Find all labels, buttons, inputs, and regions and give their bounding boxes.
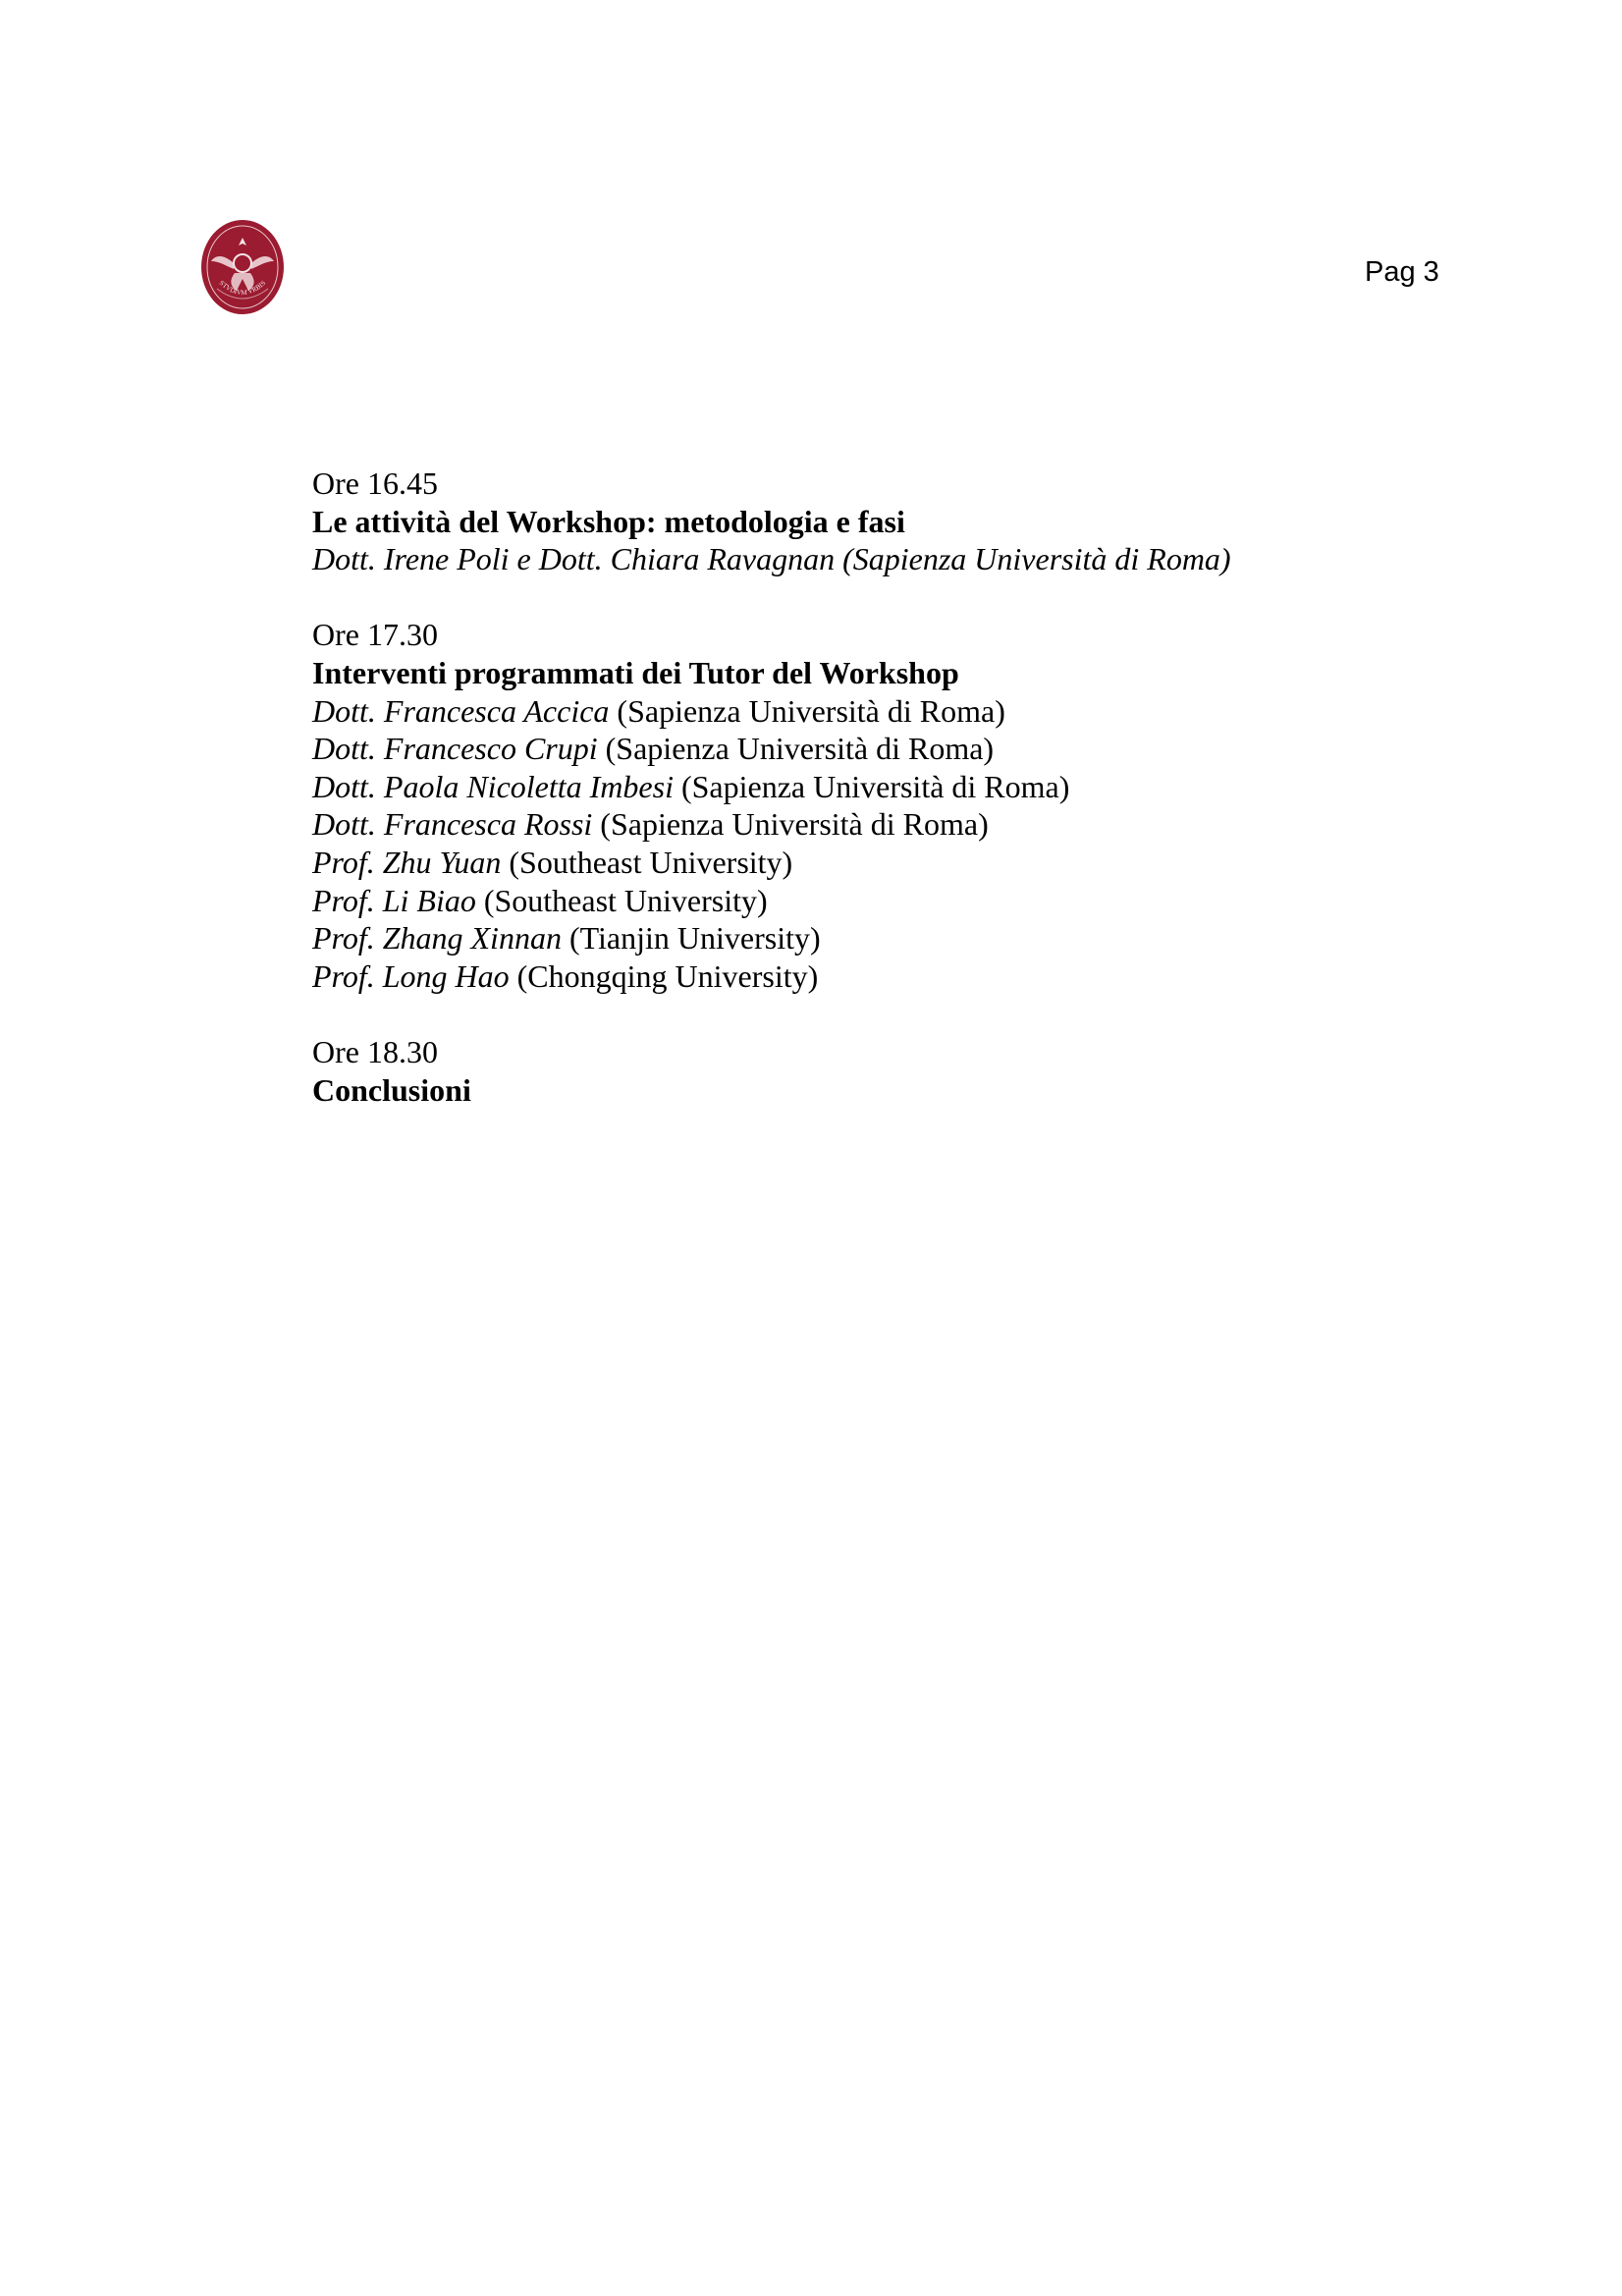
program-content xyxy=(312,465,1490,1109)
speaker-affiliation: (Southeast University) xyxy=(475,882,768,918)
session-time: Ore 16.45 xyxy=(312,465,438,501)
speaker-line xyxy=(312,844,1490,882)
session-block xyxy=(312,616,1490,995)
speaker-affiliation: (Sapienza Università di Roma) xyxy=(609,692,1005,729)
speaker-line xyxy=(312,882,1490,920)
session-block xyxy=(312,465,1490,578)
speaker-name: Dott. Francesca Rossi xyxy=(312,806,593,843)
speaker-name: Prof. Long Hao xyxy=(312,957,510,994)
speaker-name: Dott. Paola Nicoletta Imbesi xyxy=(312,768,674,804)
speaker-line xyxy=(312,919,1490,957)
speaker-line xyxy=(312,957,1490,996)
sapienza-logo xyxy=(199,218,286,316)
page-number: Pag 3 xyxy=(1365,256,1439,288)
speaker-affiliation: (Tianjin University) xyxy=(561,920,821,957)
speaker-affiliation: (Chongqing University) xyxy=(509,957,819,994)
session-block xyxy=(312,1033,1490,1109)
speaker-name: Prof. Zhu Yuan xyxy=(312,844,502,880)
speaker-name: Prof. Li Biao xyxy=(312,882,476,918)
speaker-line xyxy=(312,730,1490,768)
speaker-affiliation: (Sapienza Università di Roma) xyxy=(592,806,989,843)
logo-motto: STVDIVM VRBIS xyxy=(217,279,268,298)
speaker-name: Prof. Zhang Xinnan xyxy=(312,920,562,957)
speaker-name: Dott. Francesco Crupi xyxy=(312,731,598,767)
speaker-line xyxy=(312,805,1490,844)
speaker-line xyxy=(312,692,1490,731)
speaker-affiliation: (Sapienza Università di Roma) xyxy=(597,731,995,767)
session-time: Ore 17.30 xyxy=(312,617,438,653)
session-speakers: Dott. Irene Poli e Dott. Chiara Ravagnan (Sapienza Università di Roma) xyxy=(312,541,1231,577)
speaker-line xyxy=(312,768,1490,806)
session-title: Interventi programmati dei Tutor del Workshop xyxy=(312,654,959,690)
speaker-name: Dott. Francesca Accica xyxy=(312,692,610,729)
speaker-affiliation: (Sapienza Università di Roma) xyxy=(673,768,1070,804)
session-time: Ore 18.30 xyxy=(312,1033,438,1069)
session-title: Conclusioni xyxy=(312,1071,471,1108)
speaker-affiliation: (Southeast University) xyxy=(501,844,793,880)
session-title: Le attività del Workshop: metodologia e fasi xyxy=(312,503,905,539)
